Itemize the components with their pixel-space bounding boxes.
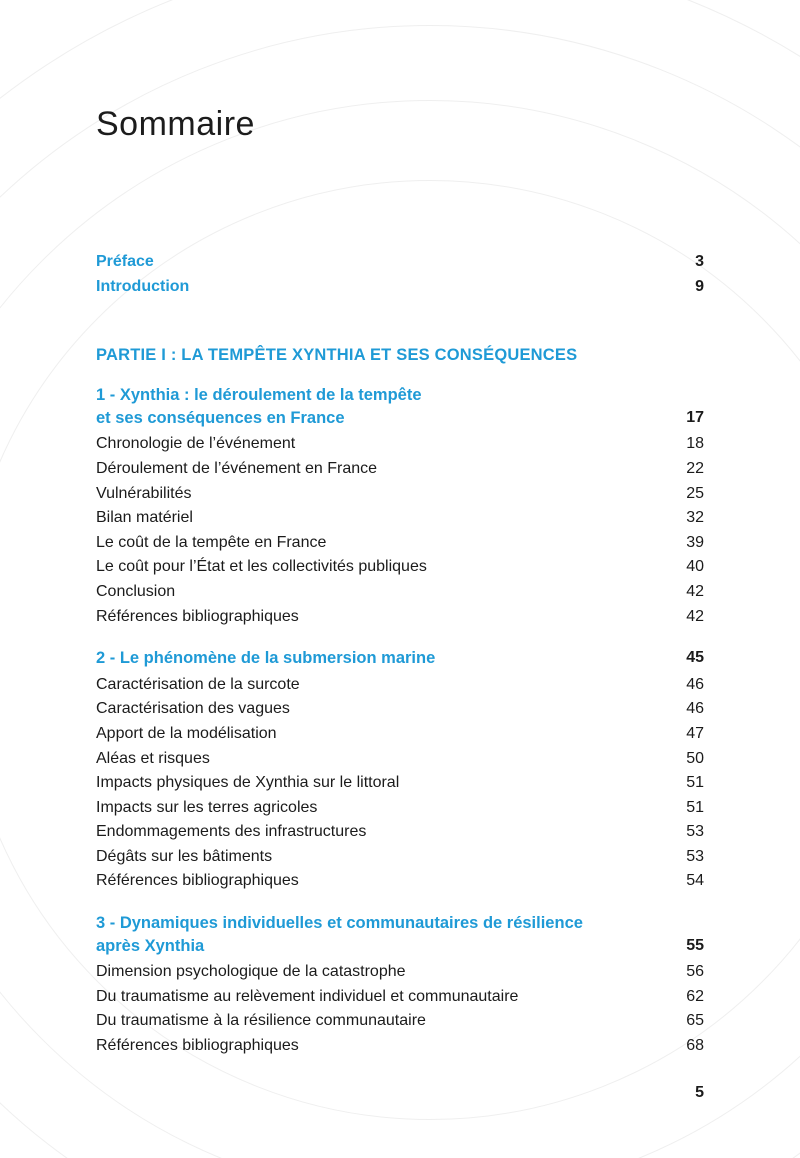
toc-entry-label: Aléas et risques	[96, 749, 210, 767]
toc-row	[96, 722, 704, 747]
toc-entry-page: 18	[686, 435, 704, 453]
toc-row	[96, 747, 704, 772]
toc-entry-label: Caractérisation des vagues	[96, 700, 290, 718]
toc-entry-label: Bilan matériel	[96, 509, 193, 527]
toc-chapter	[96, 912, 704, 1059]
chapter-heading	[96, 647, 704, 670]
toc-entry-label: Déroulement de l’événement en France	[96, 459, 378, 477]
toc-entry-label: Du traumatisme au relèvement individuel et communautaire	[96, 987, 519, 1005]
chapter-page: 45	[686, 649, 704, 667]
chapter-heading	[96, 384, 704, 429]
toc-row	[96, 531, 704, 556]
toc-entry-label: Dimension psychologique de la catastrophe	[96, 963, 406, 981]
toc-row	[96, 960, 704, 985]
chapter-items	[96, 960, 704, 1058]
toc-entry-page: 42	[686, 582, 704, 600]
toc-entry-page: 47	[686, 724, 704, 742]
chapter-title-line: 2 - Le phénomène de la submersion marine	[96, 649, 436, 668]
toc-entry-label: Impacts sur les terres agricoles	[96, 798, 318, 816]
toc-row	[96, 506, 704, 531]
toc-entry-label: Dégâts sur les bâtiments	[96, 847, 273, 865]
toc-row	[96, 555, 704, 580]
toc-content	[96, 0, 704, 1059]
toc-entry-label: Références bibliographiques	[96, 1037, 299, 1055]
toc-row	[96, 580, 704, 605]
toc-entry-page: 22	[686, 459, 704, 477]
toc-row	[96, 985, 704, 1010]
toc-entry-page: 53	[686, 823, 704, 841]
chapter-items	[96, 432, 704, 629]
toc-entry-page: 9	[695, 277, 704, 295]
chapter-title	[96, 912, 583, 957]
toc-row	[96, 697, 704, 722]
toc-row	[96, 432, 704, 457]
chapter-items	[96, 673, 704, 894]
toc-entry-page: 51	[686, 798, 704, 816]
toc-row	[96, 457, 704, 482]
chapter-title-line: 1 - Xynthia : le déroulement de la tempête	[96, 386, 422, 405]
toc-row	[96, 771, 704, 796]
toc-entry-label: Références bibliographiques	[96, 872, 299, 890]
toc-entry-label: Préface	[96, 253, 154, 270]
toc-row	[96, 869, 704, 894]
toc-entry-page: 68	[686, 1037, 704, 1055]
toc-entry-label: Apport de la modélisation	[96, 724, 277, 742]
toc-row	[96, 820, 704, 845]
page-title: Sommaire	[96, 105, 255, 143]
toc-entry-page: 42	[686, 607, 704, 625]
toc-entry-label: Caractérisation de la surcote	[96, 675, 300, 693]
toc-entry-page: 32	[686, 509, 704, 527]
chapter-title-line: 3 - Dynamiques individuelles et communautaires de résilience	[96, 914, 583, 933]
chapter-page: 55	[686, 936, 704, 954]
toc-front-matter	[96, 250, 704, 299]
chapter-title	[96, 384, 422, 429]
toc-row	[96, 605, 704, 630]
toc-entry-page: 53	[686, 847, 704, 865]
toc-entry-page: 65	[686, 1012, 704, 1030]
toc-entry-page: 56	[686, 963, 704, 981]
toc-entry-label: Conclusion	[96, 582, 176, 600]
toc-entry-label: Le coût pour l’État et les collectivités publiques	[96, 558, 427, 576]
toc-row	[96, 482, 704, 507]
chapter-page: 17	[686, 408, 704, 426]
toc-entry-label: Introduction	[96, 277, 190, 295]
toc-row	[96, 1034, 704, 1059]
toc-entry-page: 50	[686, 749, 704, 767]
toc-entry-page: 25	[686, 484, 704, 502]
toc-entry-page: 54	[686, 872, 704, 890]
toc-entry-label: Chronologie de l’événement	[96, 435, 296, 453]
toc-chapter	[96, 384, 704, 629]
toc-front-row	[96, 275, 704, 300]
toc-chapters	[96, 384, 704, 1058]
toc-entry-page: 40	[686, 558, 704, 576]
chapter-title-line: après Xynthia	[96, 936, 205, 955]
toc-entry-page: 3	[695, 253, 704, 270]
toc-entry-label: Du traumatisme à la résilience communautaire	[96, 1012, 426, 1030]
toc-entry-label: Références bibliographiques	[96, 607, 299, 625]
part-heading: PARTIE I : LA TEMPÊTE XYNTHIA ET SES CONSÉQUENCES	[96, 346, 578, 365]
page-number: 5	[695, 1084, 704, 1101]
toc-row	[96, 1009, 704, 1034]
toc-row	[96, 796, 704, 821]
toc-row	[96, 845, 704, 870]
toc-front-row	[96, 250, 704, 275]
toc-entry-page: 51	[686, 774, 704, 792]
toc-chapter	[96, 647, 704, 894]
chapter-title	[96, 647, 435, 670]
toc-entry-page: 46	[686, 700, 704, 718]
toc-entry-label: Le coût de la tempête en France	[96, 533, 327, 551]
chapter-title-line: et ses conséquences en France	[96, 408, 345, 427]
toc-entry-page: 62	[686, 987, 704, 1005]
chapter-heading	[96, 912, 704, 957]
toc-entry-label: Impacts physiques de Xynthia sur le littoral	[96, 774, 400, 792]
toc-entry-page: 46	[686, 675, 704, 693]
toc-row	[96, 673, 704, 698]
toc-entry-label: Endommagements des infrastructures	[96, 823, 367, 841]
toc-entry-page: 39	[686, 533, 704, 551]
toc-entry-label: Vulnérabilités	[96, 484, 192, 502]
